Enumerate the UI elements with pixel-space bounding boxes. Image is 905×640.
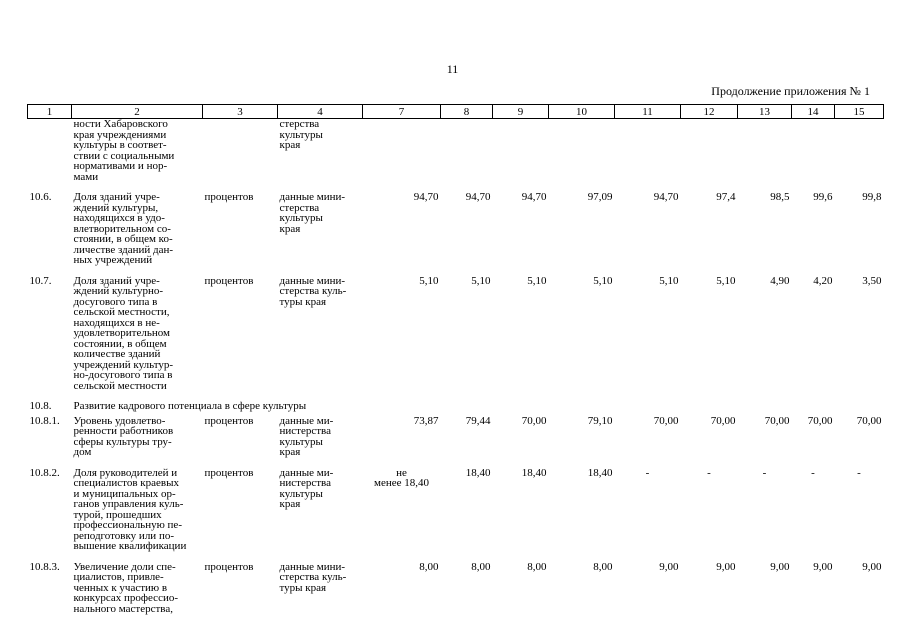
value-cell: 97,4 <box>716 191 736 203</box>
value-cell: 70,00 <box>807 414 833 427</box>
column-header: 9 <box>493 105 549 119</box>
value-cell: 18,40 <box>587 466 613 479</box>
source-cell: данные ми- нистерства культуры края <box>279 414 334 458</box>
value-cell: 73,87 <box>413 414 439 427</box>
value-cell: 70,00 <box>764 414 790 427</box>
column-header: 14 <box>792 105 835 119</box>
column-header: 3 <box>203 105 278 119</box>
column-header: 4 <box>278 105 363 119</box>
value-cell <box>493 119 549 193</box>
value-cell: 5,10 <box>716 274 736 287</box>
unit-cell: процентов <box>204 466 254 479</box>
value-cell: 8,00 <box>419 560 439 573</box>
row-number: 10.6. <box>29 191 52 203</box>
section-row <box>28 401 884 416</box>
value-cell: 3,50 <box>862 274 882 287</box>
column-header: 1 <box>28 105 72 119</box>
value-cell: 79,44 <box>465 414 491 427</box>
value-cell: 8,00 <box>471 560 491 573</box>
value-cell: 4,20 <box>813 274 833 287</box>
value-cell: 94,70 <box>653 191 679 203</box>
value-cell: 70,00 <box>653 414 679 427</box>
value-cell: 9,00 <box>716 560 736 573</box>
header-row <box>28 105 884 119</box>
table-row <box>28 468 884 562</box>
value-cell: 94,70 <box>413 191 439 203</box>
column-header: 13 <box>738 105 792 119</box>
column-header: 8 <box>441 105 493 119</box>
value-cell: 70,00 <box>710 414 736 427</box>
continuation-label: Продолжение приложения № 1 <box>711 84 870 98</box>
value-cell <box>738 119 792 193</box>
value-cell: 99,8 <box>862 191 882 203</box>
value-cell: 94,70 <box>521 191 547 203</box>
column-header: 7 <box>363 105 441 119</box>
indicator-name: Уровень удовлетво- ренности работников сферы культуры тру- дом <box>73 414 174 458</box>
value-cell: 97,09 <box>587 191 613 203</box>
value-cell: 8,00 <box>527 560 547 573</box>
value-cell: 5,10 <box>593 274 613 287</box>
value-cell: 9,00 <box>770 560 790 573</box>
unit-cell: процентов <box>204 274 254 287</box>
unit-cell: процентов <box>204 191 254 203</box>
value-cell: - <box>707 466 711 479</box>
source-cell: данные мини- стерства куль- туры края <box>279 560 347 594</box>
source-cell: стерства культуры края <box>279 118 323 151</box>
row-number <box>28 119 72 193</box>
value-cell <box>615 119 681 193</box>
value-cell <box>549 119 615 193</box>
column-header: 12 <box>681 105 738 119</box>
page-number: 11 <box>446 62 459 76</box>
value-cell: 5,10 <box>659 274 679 287</box>
source-cell: данные ми- нистерства культуры края <box>279 466 334 510</box>
value-cell: 9,00 <box>862 560 882 573</box>
indicator-name: Увеличение доли спе- циалистов, привле- ченных к участию в конкурсах профессио- нального мастерства, <box>73 560 178 615</box>
column-header: 2 <box>72 105 203 119</box>
value-cell: - <box>811 466 815 479</box>
value-cell: - <box>645 466 650 479</box>
value-cell <box>792 119 835 193</box>
table-row <box>28 192 884 276</box>
value-cell: 79,10 <box>587 414 613 427</box>
value-cell: 5,10 <box>527 274 547 287</box>
row-number: 10.7. <box>29 274 52 287</box>
value-cell: 9,00 <box>813 560 833 573</box>
value-cell: 18,40 <box>465 466 491 479</box>
unit-cell: процентов <box>204 414 254 427</box>
column-header: 10 <box>549 105 615 119</box>
value-cell <box>363 119 441 193</box>
value-cell: 70,00 <box>521 414 547 427</box>
value-cell: 70,00 <box>856 414 882 427</box>
source-cell: данные мини- стерства куль- туры края <box>279 274 347 308</box>
indicator-name: Доля руководителей и специалистов краевых и муниципальных ор- ганов управления куль- турой, прошедших профессиональную пе- реподготовку или по- вышение квалификации <box>73 466 187 552</box>
value-cell: 5,10 <box>419 274 439 287</box>
section-title: Развитие кадрового потенциала в сфере культуры <box>73 400 307 412</box>
indicator-name: ности Хабаровского края учреждениями культуры в соответ- ствии с социальными нормативами и нор- мами <box>73 118 175 183</box>
unit-cell <box>203 119 278 193</box>
column-header: 11 <box>615 105 681 119</box>
row-number: 10.8.2. <box>29 466 60 479</box>
column-header: 15 <box>835 105 884 119</box>
value-cell: 8,00 <box>593 560 613 573</box>
value-cell: 5,10 <box>471 274 491 287</box>
value-cell <box>441 119 493 193</box>
value-cell: 99,6 <box>813 191 833 203</box>
value-cell: 98,5 <box>770 191 790 203</box>
value-cell <box>681 119 738 193</box>
section-number: 10.8. <box>29 400 52 412</box>
indicators-table <box>27 104 884 624</box>
value-cell: не менее 18,40 <box>374 466 429 489</box>
value-cell: 9,00 <box>659 560 679 573</box>
value-cell: - <box>762 466 767 479</box>
source-cell: данные мини- стерства культуры края <box>279 191 346 235</box>
row-number: 10.8.3. <box>29 560 60 573</box>
row-number: 10.8.1. <box>29 414 60 427</box>
value-cell: 94,70 <box>465 191 491 203</box>
value-cell <box>835 119 884 193</box>
unit-cell: процентов <box>204 560 254 573</box>
indicator-name: Доля зданий учре- ждений культуры, находящихся в удо- влетворительном со- стоянии, в общем ко- личестве зданий дан- ных учреждений <box>73 191 174 266</box>
value-cell: - <box>857 466 861 479</box>
indicator-name: Доля зданий учре- ждений культурно- досугового типа в сельской местности, находящихся в не- удовлетворительном состоянии, в общем количестве зданий учреждений культур- но-досугового типа в сельской местности <box>73 274 174 392</box>
table-row <box>28 276 884 402</box>
table-row <box>28 562 884 625</box>
table-row <box>28 119 884 193</box>
value-cell: 18,40 <box>521 466 547 479</box>
table-row <box>28 416 884 468</box>
value-cell: 4,90 <box>770 274 790 287</box>
